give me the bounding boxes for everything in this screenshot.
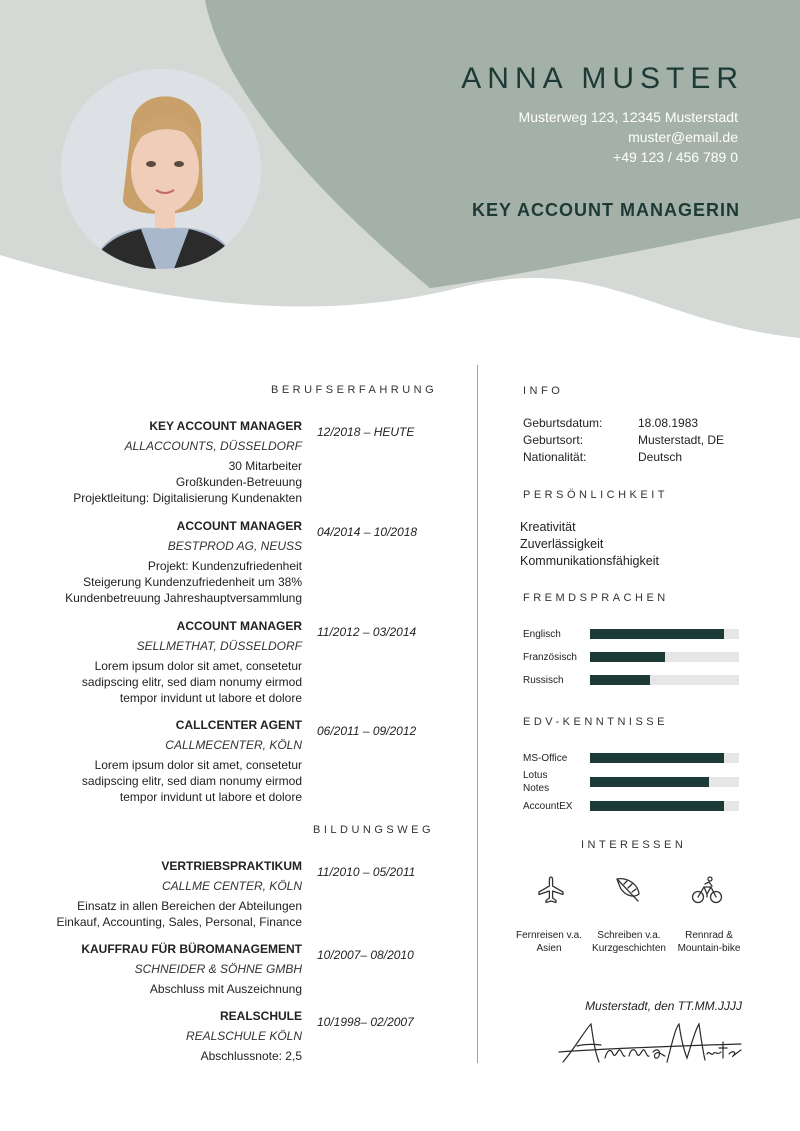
entry-company: CALLMECENTER, KÖLN xyxy=(165,738,302,752)
languages-title: FREMDSPRACHEN xyxy=(523,592,669,604)
info-title: INFO xyxy=(523,385,564,397)
entry-position: VERTRIEBSPRAKTIKUM xyxy=(161,859,302,873)
entry-date: 10/1998– 02/2007 xyxy=(317,1015,414,1029)
experience-entry xyxy=(40,717,302,805)
info-label: Nationalität: xyxy=(523,450,587,464)
entry-company: REALSCHULE KÖLN xyxy=(185,1029,302,1043)
info-label: Geburtsdatum: xyxy=(523,416,603,430)
skill-bar-fill xyxy=(590,629,724,639)
contact-block xyxy=(519,107,738,167)
entry-company: SCHNEIDER & SÖHNE GMBH xyxy=(134,962,302,976)
skill-label: Lotus Notes xyxy=(523,770,550,794)
skill-bar-fill xyxy=(590,652,665,662)
entry-position: REALSCHULE xyxy=(219,1009,302,1023)
personality-list xyxy=(520,519,659,570)
applicant-name: ANNA MUSTER xyxy=(461,62,744,95)
entry-date: 12/2018 – HEUTE xyxy=(317,425,415,439)
skill-bar-fill xyxy=(590,801,724,811)
entry-description: 30 Mitarbeiter Großkunden-Betreuung Projektleitung: Digitalisierung Kundenakten xyxy=(73,459,302,505)
entry-description: Lorem ipsum dolor sit amet, consetetur sadipscing elitr, sed diam nonumy eirmod tempor invidunt ut labore et dolore xyxy=(81,659,302,705)
entry-date: 04/2014 – 10/2018 xyxy=(317,525,418,539)
education-entry xyxy=(40,858,302,930)
entry-position: CALLCENTER AGENT xyxy=(175,718,302,732)
phone: +49 123 / 456 789 0 xyxy=(613,149,738,165)
skill-label: Französisch xyxy=(523,652,577,663)
feather-icon xyxy=(612,874,644,906)
list-item: Zuverlässigkeit xyxy=(520,537,604,551)
column-divider xyxy=(477,365,478,1063)
info-value: Musterstadt, DE xyxy=(638,433,725,447)
place-date: Musterstadt, den TT.MM.JJJJ xyxy=(585,999,742,1013)
info-row xyxy=(523,449,682,466)
experience-entry xyxy=(40,518,302,606)
skill-bar-fill xyxy=(590,675,650,685)
job-title: KEY ACCOUNT MANAGERIN xyxy=(471,200,740,220)
skill-bar xyxy=(590,777,739,787)
entry-date: 10/2007– 08/2010 xyxy=(317,948,414,962)
entry-description: Einsatz in allen Bereichen der Abteilungen Einkauf, Accounting, Sales, Personal, Finance xyxy=(56,899,302,929)
entry-position: ACCOUNT MANAGER xyxy=(176,519,302,533)
email[interactable]: muster@email.de xyxy=(628,129,738,145)
interest-label: Rennrad & Mountain-bike xyxy=(677,930,741,954)
entry-company: ALLACCOUNTS, DÜSSELDORF xyxy=(124,439,302,453)
it-skills-title: EDV-KENNTNISSE xyxy=(523,716,668,728)
skill-label: Englisch xyxy=(523,629,561,640)
info-label: Geburtsort: xyxy=(523,433,584,447)
entry-position: KEY ACCOUNT MANAGER xyxy=(149,419,302,433)
info-row xyxy=(523,432,724,449)
skill-row xyxy=(523,798,739,826)
interest-label: Fernreisen v.a. Asien xyxy=(516,930,582,954)
signature xyxy=(555,1018,745,1068)
info-value: Deutsch xyxy=(638,450,683,464)
skill-bar xyxy=(590,629,739,639)
skill-bar xyxy=(590,675,739,685)
entry-description: Abschlussnote: 2,5 xyxy=(200,1049,302,1063)
interest-label: Schreiben v.a. Kurzgeschichten xyxy=(592,930,666,954)
bicycle-icon xyxy=(691,874,723,906)
info-row xyxy=(523,415,698,432)
entry-description: Lorem ipsum dolor sit amet, consetetur sadipscing elitr, sed diam nonumy eirmod tempor invidunt ut labore et dolore xyxy=(81,758,302,804)
skill-label: AccountEX xyxy=(523,801,573,812)
entry-date: 06/2011 – 09/2012 xyxy=(317,724,417,738)
entry-description: Abschluss mit Auszeichnung xyxy=(149,982,302,996)
entry-description: Projekt: Kundenzufriedenheit Steigerung Kundenzufriedenheit um 38% Kundenbetreuung Jahreshauptversammlung xyxy=(65,559,302,605)
entry-position: KAUFFRAU FÜR BÜROMANAGEMENT xyxy=(81,942,302,956)
airplane-icon xyxy=(535,874,567,906)
experience-title: BERUFSERFAHRUNG xyxy=(271,384,438,396)
skill-bar xyxy=(590,801,739,811)
profile-photo xyxy=(61,69,261,269)
personality-title: PERSÖNLICHKEIT xyxy=(523,489,668,501)
skill-label: Russisch xyxy=(523,675,564,686)
skill-bar-fill xyxy=(590,753,724,763)
skill-bar xyxy=(590,753,739,763)
skill-bar xyxy=(590,652,739,662)
list-item: Kommunikationsfähigkeit xyxy=(520,554,659,568)
list-item: Kreativität xyxy=(520,520,576,534)
skill-row xyxy=(523,768,739,798)
skill-row xyxy=(523,672,739,700)
entry-company: SELLMETHAT, DÜSSELDORF xyxy=(136,639,302,653)
skill-bar-fill xyxy=(590,777,709,787)
interests-title: INTERESSEN xyxy=(581,839,687,851)
experience-entry xyxy=(40,418,302,506)
entry-company: CALLME CENTER, KÖLN xyxy=(161,879,302,893)
experience-entry xyxy=(40,618,302,706)
entry-date: 11/2012 – 03/2014 xyxy=(317,625,417,639)
info-value: 18.08.1983 xyxy=(638,416,699,430)
education-entry xyxy=(40,941,302,997)
entry-date: 11/2010 – 05/2011 xyxy=(317,865,416,879)
entry-position: ACCOUNT MANAGER xyxy=(176,619,302,633)
education-title: BILDUNGSWEG xyxy=(313,824,435,836)
entry-company: BESTPROD AG, NEUSS xyxy=(167,539,302,553)
skill-label: MS-Office xyxy=(523,753,568,764)
education-entry xyxy=(40,1008,302,1064)
address: Musterweg 123, 12345 Musterstadt xyxy=(518,109,738,125)
